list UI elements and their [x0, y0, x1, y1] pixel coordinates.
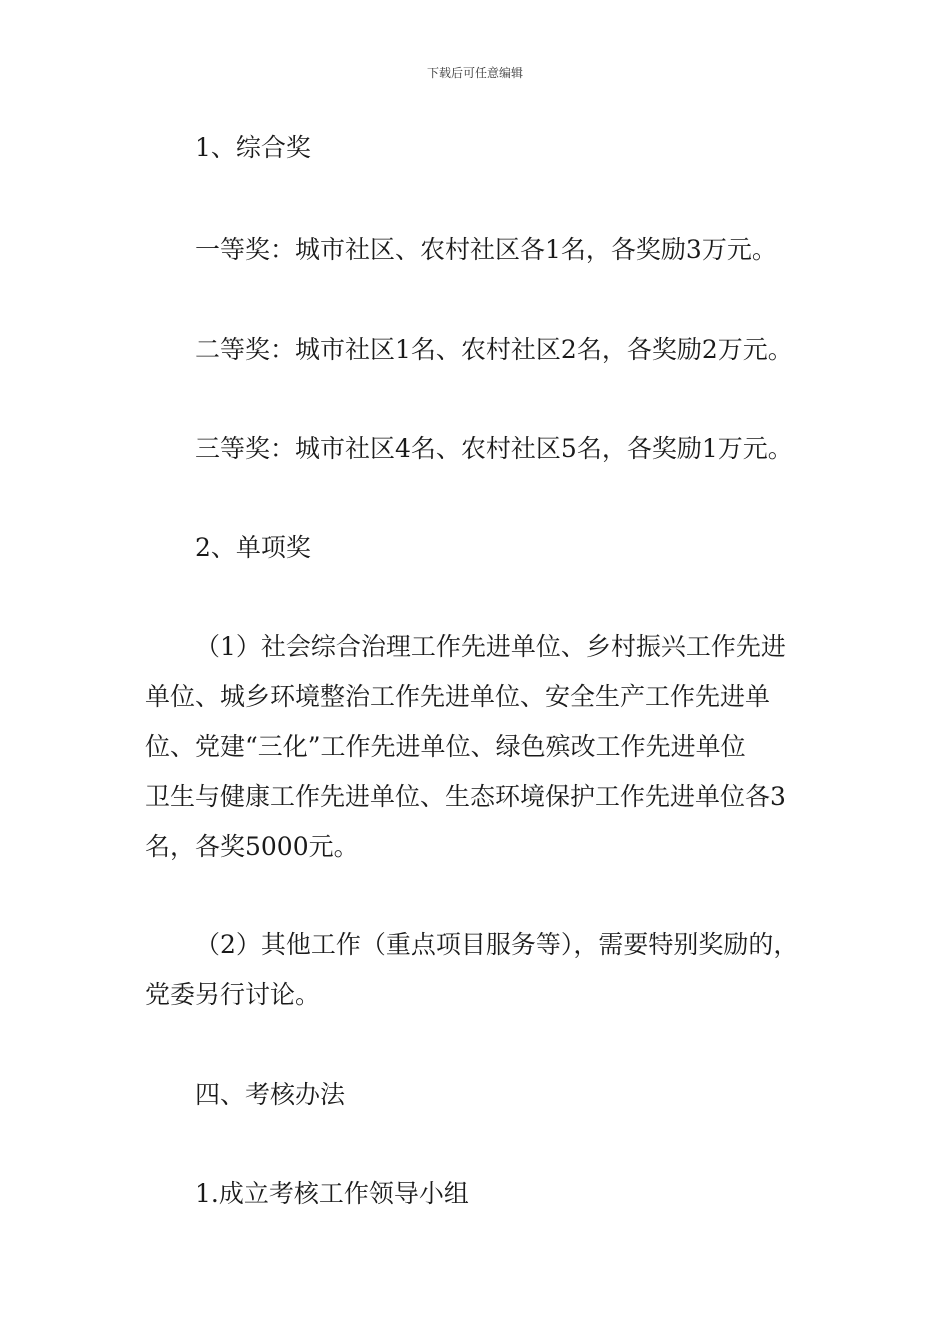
paragraph-line: 单位、城乡环境整治工作先进单位、安全生产工作先进单 — [145, 682, 771, 711]
subheading-leading-group: 1.成立考核工作领导小组 — [195, 1179, 469, 1208]
second-prize-paragraph: 二等奖：城市社区1名、农村社区2名，各奖励2万元。 — [195, 335, 793, 364]
paragraph-line: （2）其他工作（重点项目服务等），需要特别奖励的， — [195, 930, 799, 959]
paragraph-line: 名，各奖5000元。 — [145, 832, 359, 861]
section-heading-assessment-method: 四、考核办法 — [195, 1080, 346, 1109]
section-heading-comprehensive-award: 1、综合奖 — [195, 133, 311, 162]
single-award-item-2-paragraph — [145, 920, 825, 1020]
paragraph-line: （1）社会综合治理工作先进单位、乡村振兴工作先进 — [195, 632, 786, 661]
third-prize-paragraph: 三等奖：城市社区4名、农村社区5名，各奖励1万元。 — [195, 434, 793, 463]
page-header: 下载后可任意编辑 — [426, 66, 523, 80]
paragraph-line: 位、党建“三化”工作先进单位、绿色殡改工作先进单位 — [145, 732, 746, 761]
first-prize-paragraph: 一等奖：城市社区、农村社区各1名，各奖励3万元。 — [195, 235, 777, 264]
paragraph-line: 卫生与健康工作先进单位、生态环境保护工作先进单位各3 — [145, 782, 786, 811]
section-heading-single-award: 2、单项奖 — [195, 533, 311, 562]
single-award-item-1-paragraph — [145, 622, 825, 872]
paragraph-line: 党委另行讨论。 — [145, 980, 321, 1009]
